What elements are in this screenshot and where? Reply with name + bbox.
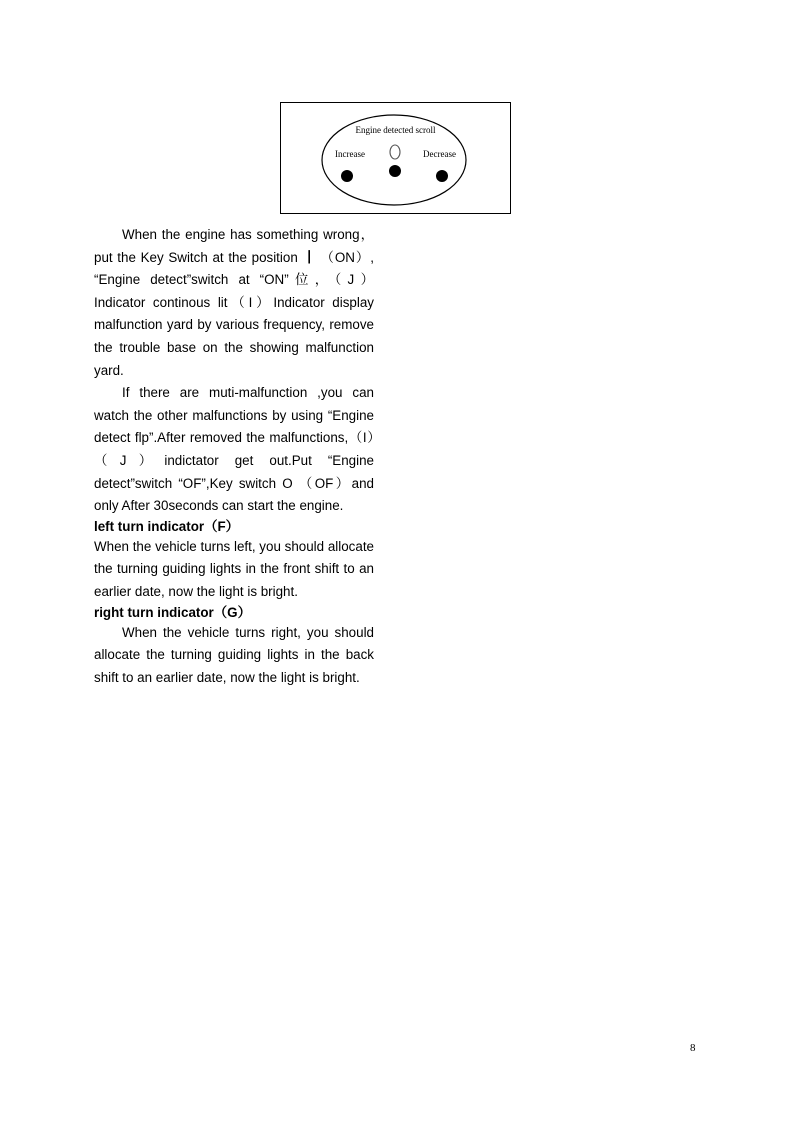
center-dot (389, 165, 401, 177)
decrease-dot (436, 170, 448, 182)
diagram-title: Engine detected scroll (355, 125, 436, 135)
paragraph-multi-malfunction: If there are muti-malfunction ,you can watch the other malfunctions by using “Engine detect flp”.After removed the malfunctions,（I）（J）indictator get out.Put “Engine detect”switch “OF”,Key switch O （OF）and only After 30seconds can start the engine. (94, 385, 374, 514)
heading-right-turn-indicator: right turn indicator（G） (94, 604, 251, 620)
engine-detect-diagram (280, 102, 511, 214)
body-text-column (94, 224, 374, 689)
increase-label: Increase (335, 149, 365, 159)
paragraph-left-turn: When the vehicle turns left, you should allocate the turning guiding lights in the front shift to an earlier date, now the light is bright. (94, 538, 374, 599)
increase-dot (341, 170, 353, 182)
paragraph-engine-wrong: When the engine has something wrong，put the Key Switch at the position ┃ （ON）, “Engine detect”switch at “ON”位，（J）Indicator continous lit（I）Indicator display malfunction yard by various frequency, remove the trouble base on the showing malfunction yard. (94, 227, 374, 378)
center-zero-symbol (390, 145, 400, 159)
heading-left-turn-indicator: left turn indicator（F） (94, 518, 240, 534)
page-number: 8 (690, 1042, 696, 1054)
diagram-graphic (281, 103, 510, 213)
decrease-label: Decrease (423, 149, 456, 159)
paragraph-right-turn: When the vehicle turns right, you should allocate the turning guiding lights in the back shift to an earlier date, now the light is bright. (94, 624, 374, 685)
